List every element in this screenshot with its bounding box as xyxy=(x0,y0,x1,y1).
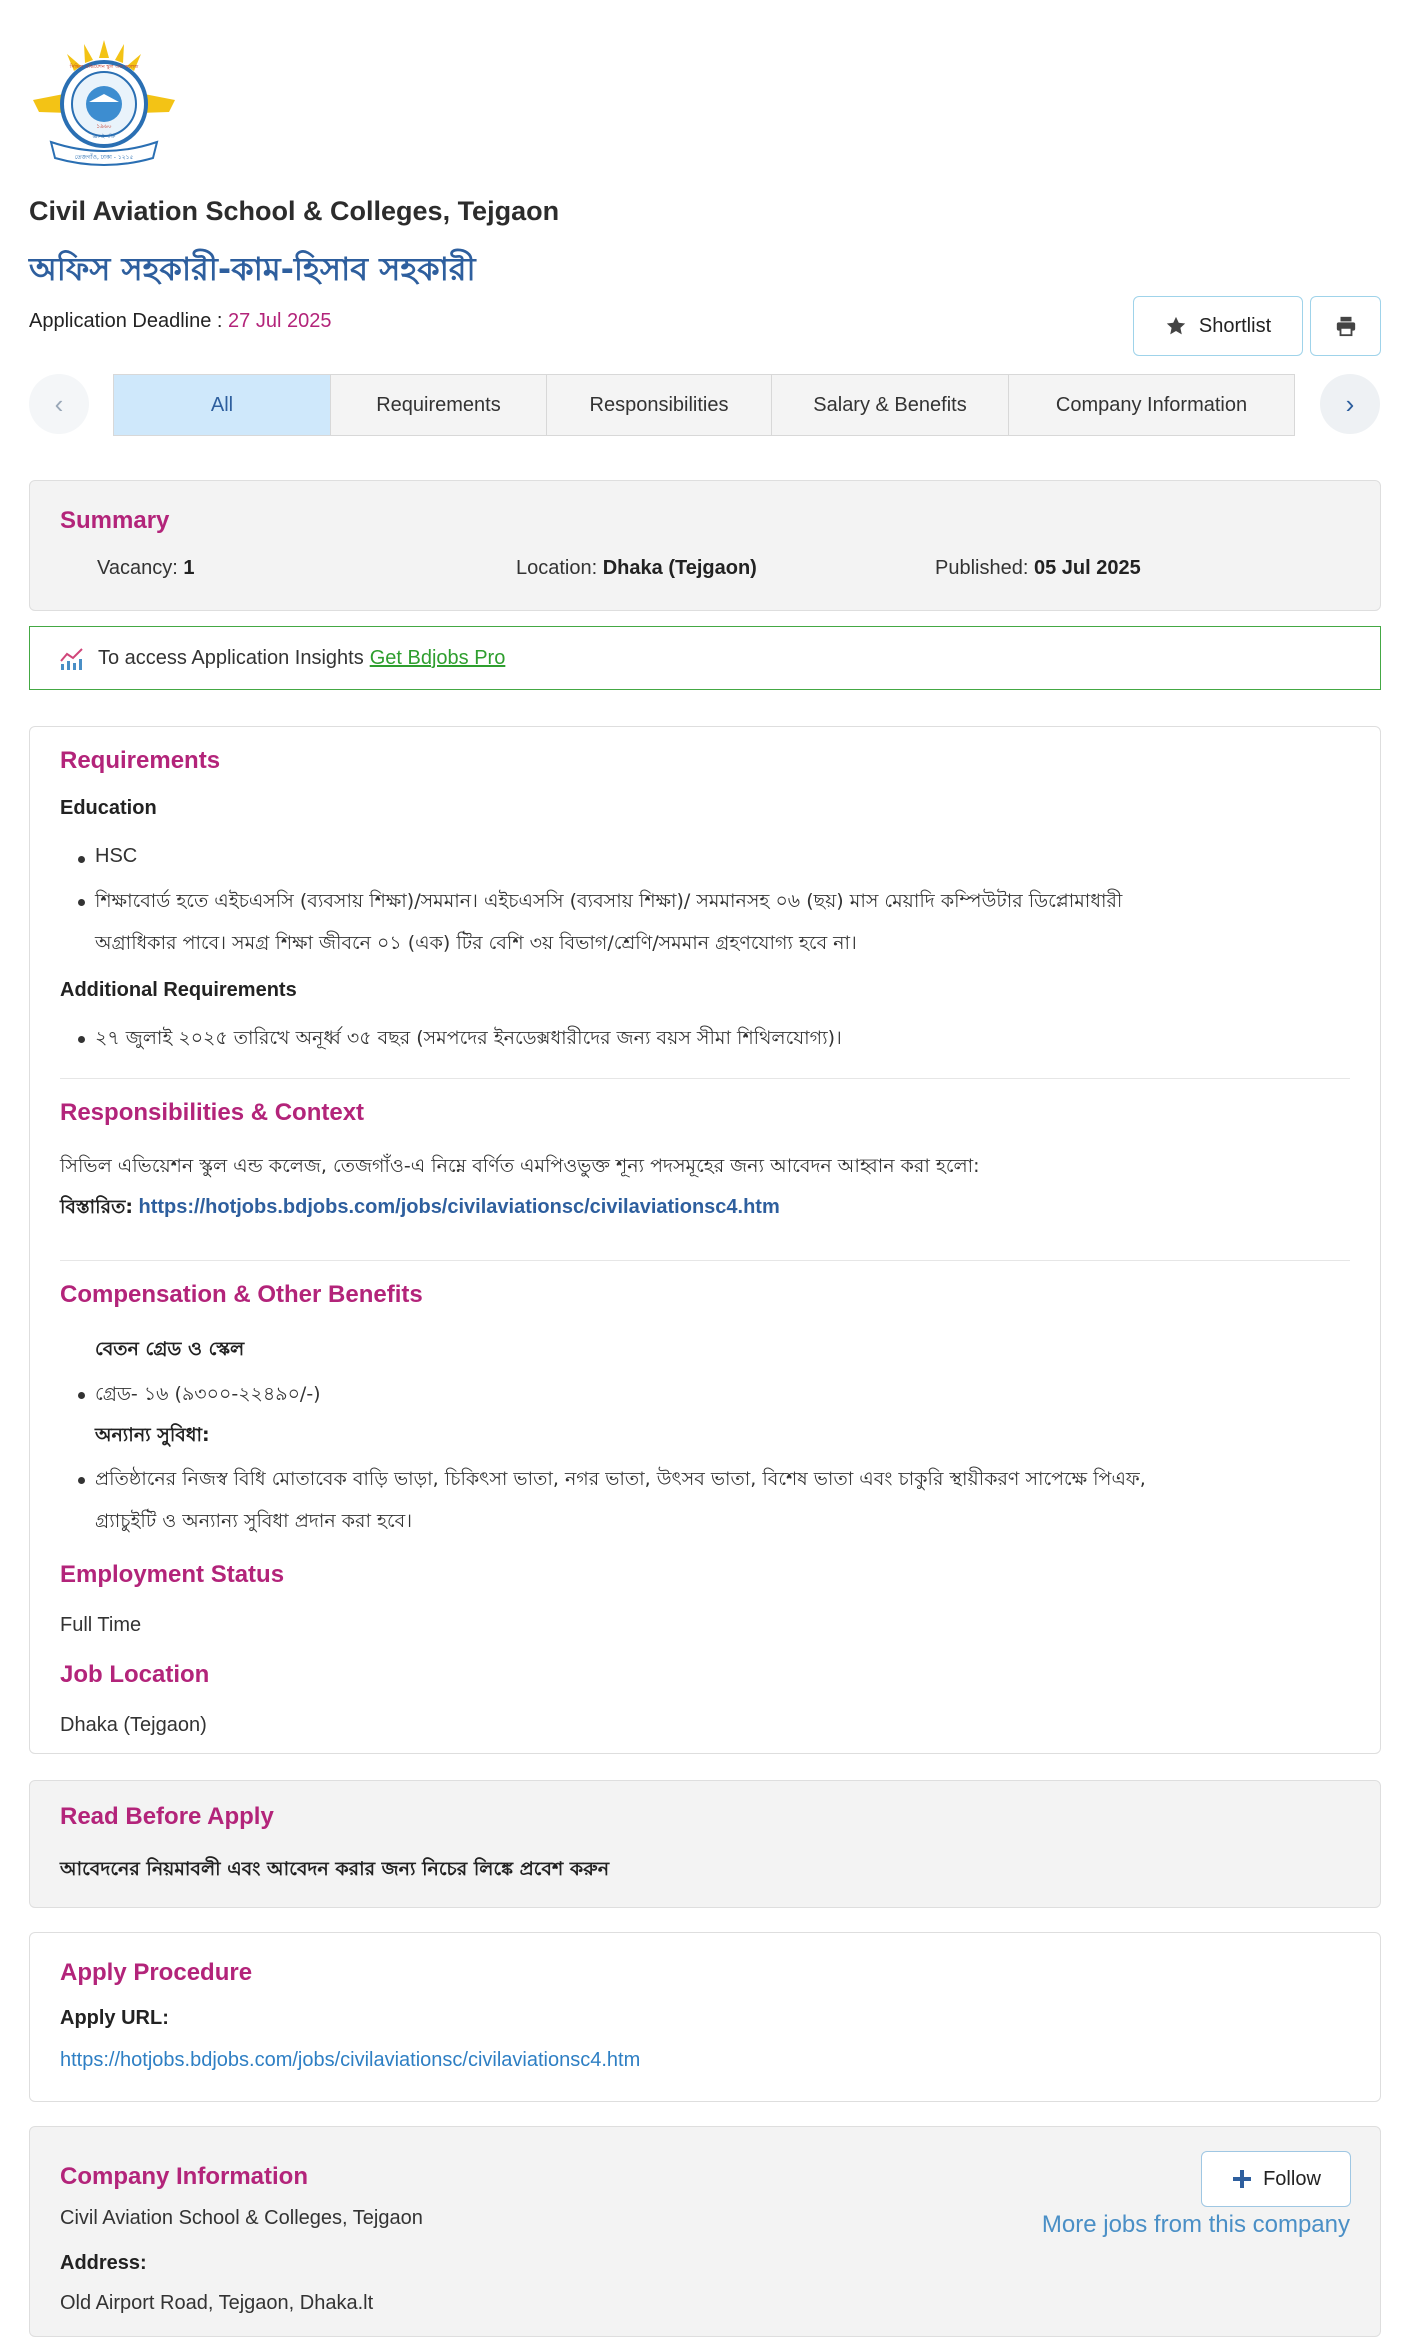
apply-url-link[interactable]: https://hotjobs.bdjobs.com/jobs/civilaviationsc/civilaviationsc4.htm xyxy=(60,2049,641,2071)
school-logo xyxy=(29,38,179,168)
chevron-right-icon: › xyxy=(1345,388,1355,419)
education-item: শিক্ষাবোর্ড হতে এইচএসসি (ব্যবসায় শিক্ষা)/সমমান। এইচএসসি (ব্যবসায় শিক্ষা)/ সমমানসহ ০৬ (ছয়) মাস মেয়াদি কম্পিউটার ডিপ্লোমাধারী xyxy=(95,890,1123,912)
section-tabs xyxy=(113,374,1295,436)
divider xyxy=(60,1078,1350,1079)
education-heading: Education xyxy=(60,797,157,819)
chart-icon xyxy=(58,645,86,671)
compensation-heading: Compensation & Other Benefits xyxy=(60,1281,423,1308)
deadline-label: Application Deadline : xyxy=(29,310,223,332)
bullet-icon xyxy=(78,899,85,906)
print-icon xyxy=(1335,315,1357,337)
insights-text: To access Application Insights xyxy=(98,646,364,669)
company-name: Civil Aviation School & Colleges, Tejgaon xyxy=(29,196,560,226)
read-before-apply-text: আবেদনের নিয়মাবলী এবং আবেদন করার জন্য নিচের লিঙ্কে প্রবেশ করুন xyxy=(60,1858,610,1880)
divider xyxy=(60,1260,1350,1261)
svg-text:তেজগাঁও, ঢাকা - ১২১৫: তেজগাঁও, ঢাকা - ১২১৫ xyxy=(74,154,134,161)
job-location-value: Dhaka (Tejgaon) xyxy=(60,1714,207,1736)
bullet-icon xyxy=(78,1392,85,1399)
tabs-prev-button[interactable] xyxy=(29,374,89,434)
svg-text:সিভিল এভিয়েশন স্কুল এন্ড কলেজ: সিভিল এভিয়েশন স্কুল এন্ড কলেজ xyxy=(69,64,139,70)
summary-section xyxy=(29,480,1381,611)
employment-status-heading: Employment Status xyxy=(60,1561,285,1588)
shortlist-button[interactable] xyxy=(1133,296,1303,356)
shortlist-label: Shortlist xyxy=(1198,314,1272,337)
tab-all[interactable]: All xyxy=(114,375,331,435)
bullet-icon xyxy=(78,1036,85,1043)
follow-label: Follow xyxy=(1263,2167,1321,2190)
bullet-icon xyxy=(78,856,85,863)
chevron-left-icon: ‹ xyxy=(54,388,64,419)
tab-salary-benefits[interactable]: Salary & Benefits xyxy=(772,375,1009,435)
tab-requirements[interactable]: Requirements xyxy=(331,375,547,435)
responsibilities-details: বিস্তারিত: https://hotjobs.bdjobs.com/jobs/civilaviationsc/civilaviationsc4.htm xyxy=(60,1196,780,1218)
summary-heading: Summary xyxy=(60,507,170,534)
application-insights-banner xyxy=(29,626,1381,690)
deadline-date: 27 Jul 2025 xyxy=(228,310,332,332)
plus-icon xyxy=(1231,2168,1253,2190)
requirements-heading: Requirements xyxy=(60,747,221,774)
job-title: অফিস সহকারী-কাম-হিসাব সহকারী xyxy=(29,250,476,288)
more-jobs-link[interactable]: More jobs from this company xyxy=(1041,2211,1350,2238)
svg-text:জ্ঞানই শক্তি: জ্ঞানই শক্তি xyxy=(92,134,116,140)
read-before-apply-heading: Read Before Apply xyxy=(60,1803,274,1830)
responsibilities-text: সিভিল এভিয়েশন স্কুল এন্ড কলেজ, তেজগাঁও-এ নিম্নে বর্ণিত এমপিওভুক্ত শূন্য পদসমূহের জন্য আবেদন আহ্বান করা হলো: xyxy=(60,1155,980,1177)
company-information-section xyxy=(29,2126,1381,2337)
salary-grade-item: গ্রেড- ১৬ (৯৩০০-২২৪৯০/-) xyxy=(95,1383,321,1405)
follow-button[interactable] xyxy=(1201,2151,1351,2207)
location: Location: Dhaka (Tejgaon) xyxy=(516,557,757,579)
employment-status-value: Full Time xyxy=(60,1614,142,1636)
bullet-icon xyxy=(78,1477,85,1484)
education-item: HSC xyxy=(95,845,138,867)
company-info-name: Civil Aviation School & Colleges, Tejgaon xyxy=(60,2207,423,2229)
apply-procedure-section xyxy=(29,1932,1381,2102)
company-address: Old Airport Road, Tejgaon, Dhaka.lt xyxy=(60,2292,374,2314)
apply-procedure-heading: Apply Procedure xyxy=(60,1959,253,1986)
other-benefits-item: প্রতিষ্ঠানের নিজস্ব বিধি মোতাবেক বাড়ি ভাড়া, চিকিৎসা ভাতা, নগর ভাতা, উৎসব ভাতা, বিশেষ ভাতা এবং চাকুরি স্থায়ীকরণ সাপেক্ষে পিএফ, xyxy=(95,1468,1146,1490)
job-location-heading: Job Location xyxy=(60,1661,210,1688)
print-button[interactable] xyxy=(1310,296,1381,356)
education-item-continued: অগ্রাধিকার পাবে। সমগ্র শিক্ষা জীবনে ০১ (এক) টির বেশি ৩য় বিভাগ/শ্রেণি/সমমান গ্রহণযোগ্য হবে না। xyxy=(95,932,857,954)
other-benefits-heading: অন্যান্য সুবিধা: xyxy=(95,1424,210,1446)
tabs-next-button[interactable] xyxy=(1320,374,1380,434)
additional-requirements-heading: Additional Requirements xyxy=(60,979,297,1001)
tab-responsibilities[interactable]: Responsibilities xyxy=(547,375,772,435)
star-icon xyxy=(1165,315,1187,337)
read-before-apply-section xyxy=(29,1780,1381,1908)
apply-url-label: Apply URL: xyxy=(60,2007,169,2029)
address-label: Address: xyxy=(60,2252,147,2274)
salary-grade-heading: বেতন গ্রেড ও স্কেল xyxy=(95,1338,245,1360)
details-link[interactable]: https://hotjobs.bdjobs.com/jobs/civilaviationsc/civilaviationsc4.htm xyxy=(138,1196,780,1218)
application-deadline xyxy=(29,310,331,333)
vacancy: Vacancy: 1 xyxy=(97,557,195,579)
company-information-heading: Company Information xyxy=(60,2163,309,2190)
other-benefits-item-continued: গ্র্যাচুইটি ও অন্যান্য সুবিধা প্রদান করা হবে। xyxy=(95,1510,413,1532)
svg-text:১৯৬০: ১৯৬০ xyxy=(96,123,112,130)
additional-requirement-item: ২৭ জুলাই ২০২৫ তারিখে অনূর্ধ্ব ৩৫ বছর (সমপদের ইনডেক্সধারীদের জন্য বয়স সীমা শিথিলযোগ্য)। xyxy=(95,1027,842,1049)
job-details-card xyxy=(29,726,1381,1754)
tab-company-information[interactable]: Company Information xyxy=(1009,375,1294,435)
responsibilities-heading: Responsibilities & Context xyxy=(60,1099,365,1126)
get-bdjobs-pro-link[interactable]: Get Bdjobs Pro xyxy=(369,646,506,669)
published-date: Published: 05 Jul 2025 xyxy=(935,557,1141,579)
